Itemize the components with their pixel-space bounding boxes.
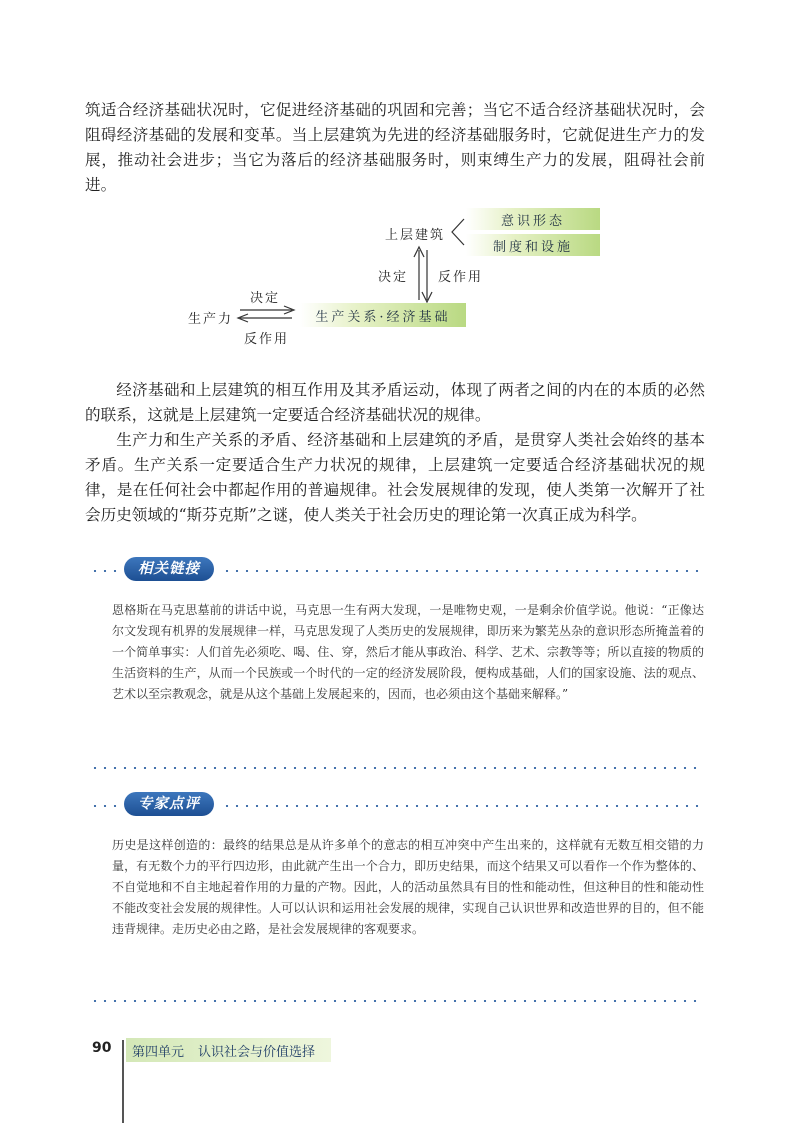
expert-comment-tag: 专家点评 <box>124 792 214 816</box>
vertical-arrows <box>414 247 432 302</box>
expert-comment-dots-left <box>90 805 120 807</box>
up-arrowhead <box>414 247 424 257</box>
ideology-label: 意识形态 <box>500 213 565 229</box>
related-link-dots-left <box>90 570 120 572</box>
related-link-dots-right <box>222 570 702 572</box>
paragraph-1: 经济基础和上层建筑的相互作用及其矛盾运动，体现了两者之间的内在的本质的必然的联系，这就是上层建筑一定要适合经济基础状况的规律。 <box>85 381 705 424</box>
unit-label: 第四单元 <box>132 1044 185 1060</box>
institutions-box <box>466 234 600 256</box>
intro-paragraph: 筑适合经济基础状况时，它促进经济基础的巩固和完善；当它不适合经济基础状况时，会阻碍经济基础的发展和变革。当上层建筑为先进的经济基础服务时，它就促进生产力的发展，推动社会进步；当它为落后的经济基础服务时，则束缚生产力的发展，阻碍社会前进。 <box>85 101 705 194</box>
ideology-box <box>466 208 600 230</box>
expert-comment-divider <box>90 1000 702 1002</box>
expert-comment-dots-right <box>222 805 702 807</box>
determines-horizontal-label: 决定 <box>250 291 281 306</box>
reacts-vertical-label: 反作用 <box>438 270 484 285</box>
page-number: 90 <box>92 1040 112 1056</box>
relations-base-label: 生产关系·经济基础 <box>315 309 451 325</box>
unit-banner <box>126 1038 331 1062</box>
left-arrowhead <box>238 314 248 322</box>
unit-title: 认识社会与价值选择 <box>198 1044 316 1060</box>
down-arrowhead <box>422 292 432 302</box>
footer-rule <box>122 1040 124 1123</box>
related-link-tag: 相关链接 <box>124 557 214 581</box>
related-link-divider <box>90 767 702 769</box>
bracket-icon <box>452 219 464 245</box>
horizontal-arrows <box>238 306 294 322</box>
related-link-text: 恩格斯在马克思墓前的讲话中说，马克思一生有两大发现，一是唯物史观，一是剩余价值学说。他说：“正像达尔文发现有机界的发展规律一样，马克思发现了人类历史的发展规律，即历来为繁芜丛杂的意识形态所掩盖着的一个简单事实：人们首先必须吃、喝、住、穿，然后才能从事政治、科学、艺术、宗教等等；所以直接的物质的生活资料的生产，从而一个民族或一个时代的一定的经济发展阶段，便构成基础，人们的国家设施、法的观点、艺术以至宗教观念，就是从这个基础上发展起来的，因而，也必须由这个基础来解释。” <box>112 603 704 701</box>
superstructure-label: 上层建筑 <box>385 228 446 243</box>
expert-comment-text: 历史是这样创造的：最终的结果总是从许多单个的意志的相互冲突中产生出来的，这样就有无数互相交错的力量，有无数个力的平行四边形，由此就产生出一个合力，即历史结果，而这个结果又可以看作一个作为整体的、不自觉地和不自主地起着作用的力量的产物。因此，人的活动虽然具有目的性和能动性，但这种目的性和能动性不能改变社会发展的规律性。人可以认识和运用社会发展的规律，实现自己认识世界和改造世界的目的，但不能违背规律。走历史必由之路，是社会发展规律的客观要求。 <box>112 838 704 936</box>
reacts-horizontal-label: 反作用 <box>244 332 290 347</box>
paragraph-2: 生产力和生产关系的矛盾、经济基础和上层建筑的矛盾，是贯穿人类社会始终的基本矛盾。生产关系一定要适合生产力状况的规律，上层建筑一定要适合经济基础状况的规律，是在任何社会中都起作用的普遍规律。社会发展规律的发现，使人类第一次解开了社会历史领域的“斯芬克斯”之谜，使人类关于社会历史的理论第一次真正成为科学。 <box>85 431 705 524</box>
relations-base-box <box>300 303 466 327</box>
productive-forces-label: 生产力 <box>188 312 234 327</box>
institutions-label: 制度和设施 <box>492 239 573 255</box>
right-arrowhead <box>284 306 294 314</box>
determines-vertical-label: 决定 <box>378 270 409 285</box>
